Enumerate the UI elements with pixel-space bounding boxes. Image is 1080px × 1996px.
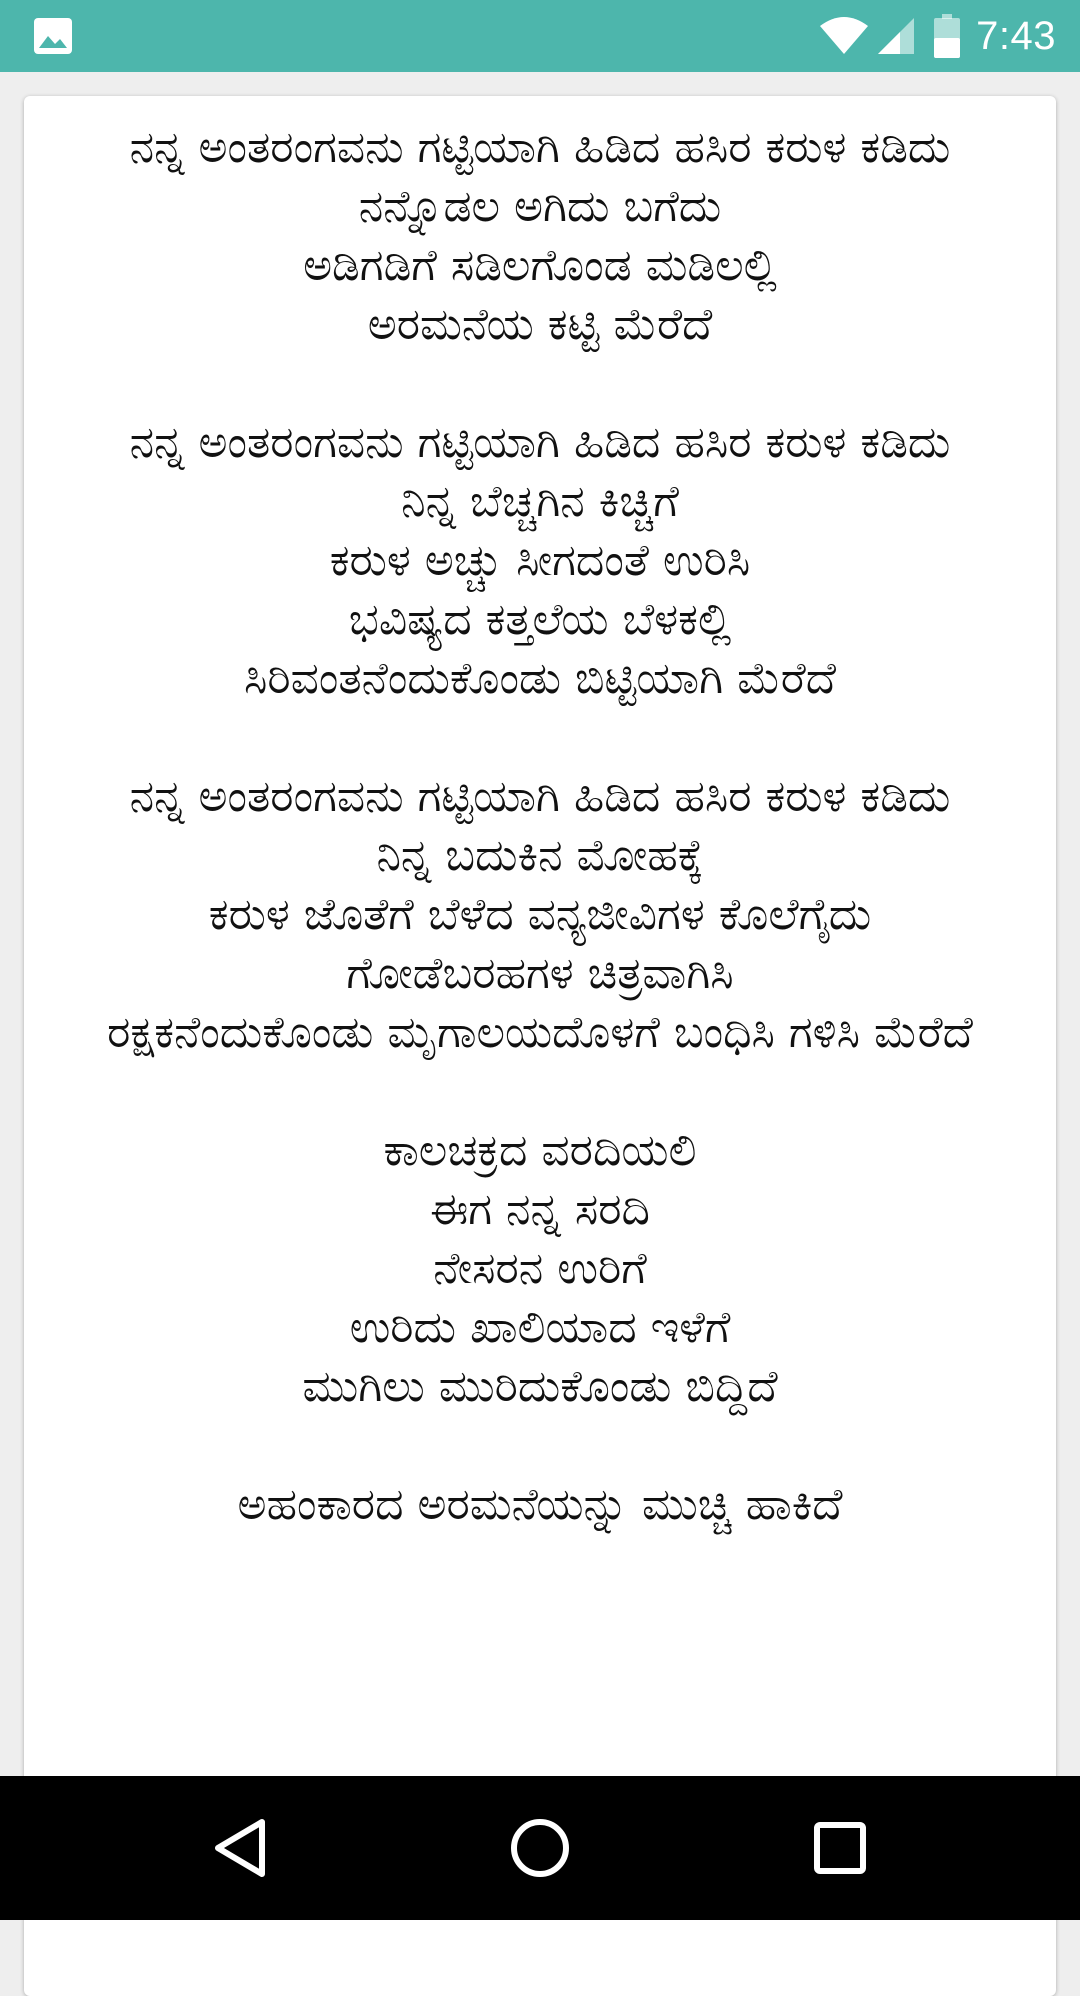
status-time: 7:43: [976, 13, 1056, 58]
poem-line: ಈಗ ನನ್ನ ಸರದಿ: [430, 1184, 650, 1235]
image-icon: [33, 17, 73, 55]
back-icon: [210, 1816, 270, 1880]
status-icons: [818, 0, 1056, 72]
poem-stanza: [42, 1475, 1038, 1534]
recents-icon: [812, 1820, 868, 1876]
poem-line: ಕಾಲಚಕ್ರದ ವರದಿಯಲಿ: [383, 1125, 697, 1176]
home-button[interactable]: [490, 1798, 590, 1898]
poem-line: ಅರಮನೆಯ ಕಟ್ಟಿ ಮೆರೆದೆ: [367, 299, 713, 350]
battery-icon: [934, 14, 960, 58]
poem-card: [24, 96, 1056, 1996]
poem-line: ಅಡಿಗಡಿಗೆ ಸಡಿಲಗೊಂಡ ಮಡಿಲಲ್ಲಿ: [303, 240, 777, 291]
wifi-icon: [818, 16, 870, 56]
poem-stanza: [42, 1121, 1038, 1416]
poem-text: [24, 96, 1056, 1534]
poem-line: ನನ್ನ ಅಂತರಂಗವನು ಗಟ್ಟಿಯಾಗಿ ಹಿಡಿದ ಹಸಿರ ಕರುಳ ಕಡಿದು: [129, 771, 951, 822]
poem-stanza: [42, 118, 1038, 354]
status-bar: [0, 0, 1080, 72]
poem-line: ನನ್ನ ಅಂತರಂಗವನು ಗಟ್ಟಿಯಾಗಿ ಹಿಡಿದ ಹಸಿರ ಕರುಳ ಕಡಿದು: [129, 417, 951, 468]
poem-line: ನನ್ನೊಡಲ ಅಗಿದು ಬಗೆದು: [358, 181, 722, 232]
poem-line: ನೇಸರನ ಉರಿಗೆ: [433, 1243, 647, 1294]
poem-line: ನನ್ನ ಅಂತರಂಗವನು ಗಟ್ಟಿಯಾಗಿ ಹಿಡಿದ ಹಸಿರ ಕರುಳ ಕಡಿದು: [129, 122, 951, 173]
poem-line: ಗೋಡೆಬರಹಗಳ ಚಿತ್ರವಾಗಿಸಿ: [346, 948, 734, 999]
signal-icon: [876, 16, 916, 56]
poem-line: ಅಹಂಕಾರದ ಅರಮನೆಯನ್ನು ಮುಚ್ಚಿ ಹಾಕಿದೆ: [237, 1479, 843, 1530]
poem-line: ಭವಿಷ್ಯದ ಕತ್ತಲೆಯ ಬೆಳಕಲ್ಲಿ: [348, 594, 732, 645]
poem-line: ನಿನ್ನ ಬದುಕಿನ ಮೋಹಕ್ಕೆ: [376, 830, 704, 881]
poem-line: ಸಿರಿವಂತನೆಂದುಕೊಂಡು ಬಿಟ್ಟಿಯಾಗಿ ಮೆರೆದೆ: [244, 653, 836, 704]
poem-line: ನಿನ್ನ ಬೆಚ್ಚಗಿನ ಕಿಚ್ಚಿಗೆ: [401, 476, 679, 527]
poem-line: ಮುಗಿಲು ಮುರಿದುಕೊಂಡು ಬಿದ್ದಿದೆ: [302, 1361, 778, 1412]
poem-line: ಕರುಳ ಜೊತೆಗೆ ಬೆಳೆದ ವನ್ಯಜೀವಿಗಳ ಕೊಲೆಗೈದು: [208, 889, 872, 940]
poem-line: ಉರಿದು ಖಾಲಿಯಾದ ಇಳೆಗೆ: [349, 1302, 731, 1353]
poem-stanza: [42, 413, 1038, 708]
back-button[interactable]: [190, 1798, 290, 1898]
home-icon: [508, 1816, 572, 1880]
poem-stanza: [42, 767, 1038, 1062]
navigation-bar: [0, 1776, 1080, 1920]
recents-button[interactable]: [790, 1798, 890, 1898]
poem-line: ರಕ್ಷಕನೆಂದುಕೊಂಡು ಮೃಗಾಲಯದೊಳಗೆ ಬಂಧಿಸಿ ಗಳಿಸಿ ಮೆರೆದೆ: [107, 1007, 973, 1058]
poem-line: ಕರುಳ ಅಚ್ಚು ಸೀಗದಂತೆ ಉರಿಸಿ: [329, 535, 751, 586]
